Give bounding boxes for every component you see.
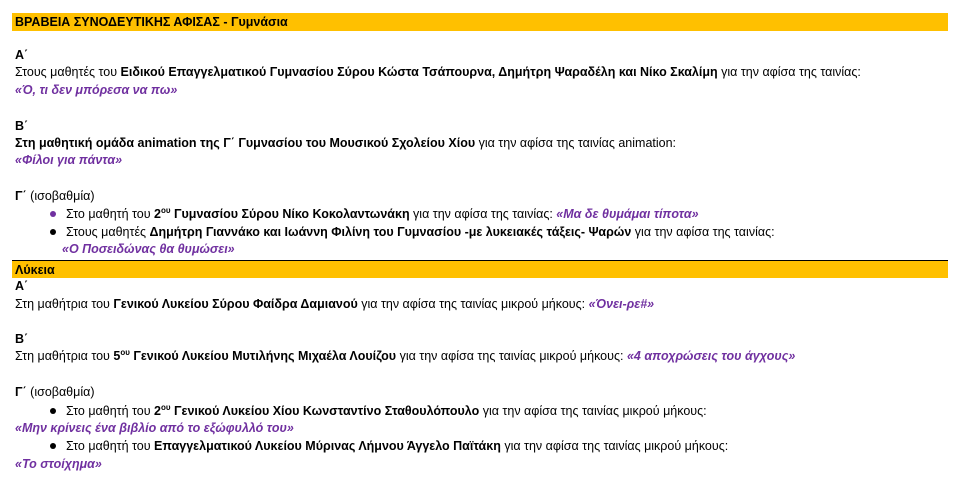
lyk-award-a-text	[15, 296, 654, 312]
item1-film-title: «Μα δε θυμάμαι τίποτα»	[556, 207, 699, 221]
item1-recipient: Γυμνασίου Σύρου Νίκο Κοκολαντωνάκη	[170, 207, 410, 221]
item1-sup: ου	[160, 206, 171, 215]
award-b-post: για την αφίσα της ταινίας animation:	[475, 136, 677, 150]
item1-post: για την αφίσα της ταινίας:	[409, 207, 557, 221]
lyk-item2-pre: Στο μαθητή του	[66, 439, 155, 453]
lyk-item1-num: 2	[154, 404, 161, 418]
lyk-award-b-heading: Β΄	[15, 332, 29, 346]
award-a-text	[15, 64, 861, 80]
award-c-note: (ισοβαθμία)	[26, 189, 95, 203]
lyk-award-c-item-2-film-title: «Το στοίχημα»	[15, 457, 102, 471]
award-c-item-2	[66, 224, 775, 240]
lyk-award-c-heading	[15, 384, 95, 400]
award-a-heading: Α΄	[15, 48, 29, 62]
lyk-a-film-title: «Όνει-ρε#»	[588, 297, 655, 311]
lyk-a-post: για την αφίσα της ταινίας μικρού μήκους:	[357, 297, 589, 311]
lyk-item1-sup: ου	[160, 403, 171, 412]
lyk-b-pre: Στη μαθήτρια του	[15, 349, 114, 363]
lyk-b-num: 5	[113, 349, 121, 363]
lyk-award-c-item-1	[66, 403, 707, 419]
award-a-pre: Στους μαθητές του	[15, 65, 121, 79]
lyk-award-b-text	[15, 348, 795, 364]
lyk-item2-recipient: Επαγγελματικού Λυκείου Μύρινας Λήμνου Άγγελο Παϊτάκη	[154, 439, 501, 453]
lyk-b-recipient: Γενικού Λυκείου Μυτιλήνης Μιχαέλα Λουίζου	[129, 349, 397, 363]
award-a-film-title: «Ό, τι δεν μπόρεσα να πω»	[15, 83, 178, 97]
award-c-item-1	[66, 206, 699, 222]
award-c-heading	[15, 188, 95, 204]
lyk-b-post: για την αφίσα της ταινίας μικρού μήκους:	[396, 349, 627, 363]
section-header-gymnasia: ΒΡΑΒΕΙΑ ΣΥΝΟΔΕΥΤΙΚΗΣ ΑΦΙΣΑΣ - Γυμνάσια	[12, 13, 948, 31]
item2-recipients: Δημήτρη Γιαννάκο και Ιωάννη Φιλίνη του Γυμνασίου -με λυκειακές τάξεις- Ψαρών	[149, 225, 632, 239]
lyk-a-pre: Στη μαθήτρια του	[15, 297, 114, 311]
award-b-recipients: Στη μαθητική ομάδα animation της Γ΄ Γυμνασίου του Μουσικού Σχολείου Χίου	[15, 136, 476, 150]
lyk-item1-post: για την αφίσα της ταινίας μικρού μήκους:	[479, 404, 707, 418]
award-c-label: Γ΄	[15, 189, 27, 203]
item2-post: για την αφίσα της ταινίας:	[631, 225, 775, 239]
lyk-award-c-item-2	[66, 438, 728, 454]
award-a-recipients: Ειδικού Επαγγελματικού Γυμνασίου Σύρου Κώστα Τσάπουρνα, Δημήτρη Ψαραδέλη και Νίκο Σκαλίμη	[120, 65, 718, 79]
lyk-award-a-heading: Α΄	[15, 279, 29, 293]
item1-num: 2	[154, 207, 161, 221]
lyk-award-c-item-1-film-title: «Μην κρίνεις ένα βιβλίο από το εξώφυλλό του»	[15, 421, 294, 435]
lyk-item2-post: για την αφίσα της ταινίας μικρού μήκους:	[500, 439, 729, 453]
section-header-lykeia: Λύκεια	[12, 260, 948, 278]
lyk-item1-pre: Στο μαθητή του	[66, 404, 155, 418]
lyk-item1-recipient: Γενικού Λυκείου Χίου Κωνσταντίνο Σταθουλόπουλο	[170, 404, 480, 418]
item2-pre: Στους μαθητές	[66, 225, 150, 239]
lyk-b-sup: ου	[120, 348, 130, 357]
award-b-text	[15, 135, 676, 151]
award-b-heading: Β΄	[15, 119, 29, 133]
award-b-film-title: «Φίλοι για πάντα»	[15, 153, 123, 167]
lyk-c-note: (ισοβαθμία)	[26, 385, 95, 399]
item1-pre: Στο μαθητή του	[66, 207, 155, 221]
lyk-a-recipient: Γενικού Λυκείου Σύρου Φαίδρα Δαμιανού	[113, 297, 358, 311]
award-c-item-2-film-title: «Ο Ποσειδώνας θα θυμώσει»	[62, 242, 235, 256]
lyk-c-label: Γ΄	[15, 385, 27, 399]
award-a-post: για την αφίσα της ταινίας:	[717, 65, 861, 79]
lyk-b-film-title: «4 αποχρώσεις του άγχους»	[626, 349, 796, 363]
